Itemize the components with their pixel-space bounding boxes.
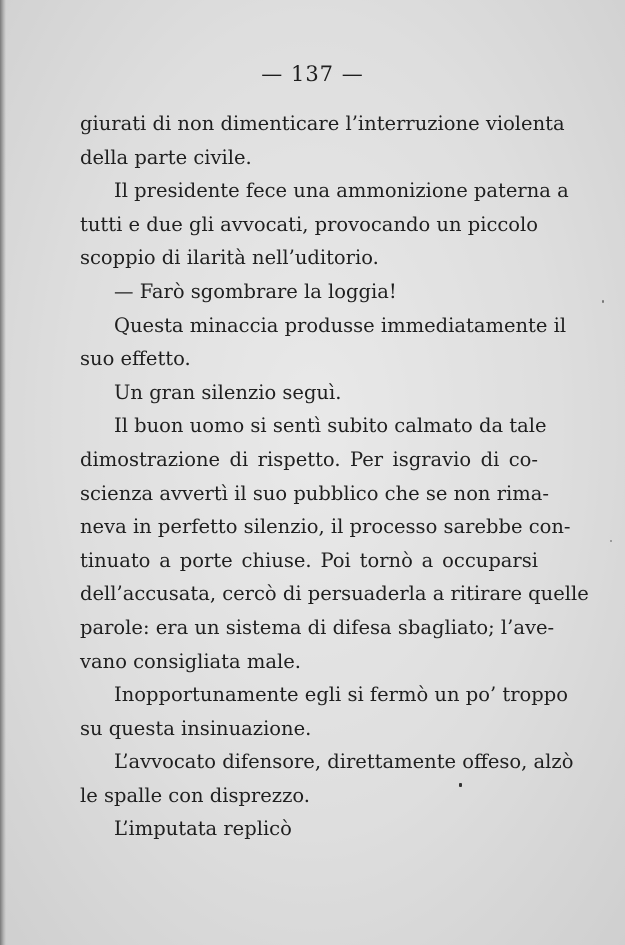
text-line: — Farò sgombrare la loggia! xyxy=(114,279,397,303)
text-line: scienza avvertì il suo pubblico che se non rima- xyxy=(80,481,549,505)
text-line: Il presidente fece una ammonizione paterna a xyxy=(114,179,569,203)
text-line: tutti e due gli avvocati, provocando un piccolo xyxy=(80,212,539,236)
ink-speck xyxy=(610,540,612,542)
text-line: giurati di non dimenticare l’interruzione violenta xyxy=(80,112,565,135)
text-line: vano consigliata male. xyxy=(80,649,301,673)
page-number: — 137 — xyxy=(261,62,364,86)
ink-speck xyxy=(459,783,462,787)
text-line: L’avvocato difensore, direttamente offeso, alzò xyxy=(114,750,574,774)
text-line: parole: era un sistema di difesa sbagliato; l’ave- xyxy=(80,615,555,639)
ink-speck xyxy=(602,300,604,303)
text-line: su questa insinuazione. xyxy=(80,716,312,740)
text-line: Questa minaccia produsse immediatamente il xyxy=(114,313,567,337)
text-line: scoppio di ilarità nell’uditorio. xyxy=(80,246,379,270)
text-line: tinuato a porte chiuse. Poi tornò a occuparsi xyxy=(80,548,538,572)
text-line: dell’accusata, cercò di persuaderla a ritirare quelle xyxy=(80,582,589,606)
text-line: le spalle con disprezzo. xyxy=(80,783,310,807)
text-line: Il buon uomo si sentì subito calmato da tale xyxy=(114,414,547,438)
page-edge-shadow xyxy=(0,0,6,945)
text-line: Un gran silenzio seguì. xyxy=(114,380,342,404)
page-text xyxy=(80,107,589,846)
text-line: Inopportunamente egli si fermò un po’ troppo xyxy=(114,683,568,707)
text-line: dimostrazione di rispetto. Per isgravio di co- xyxy=(80,447,538,471)
text-line: suo effetto. xyxy=(80,347,191,371)
text-line: neva in perfetto silenzio, il processo sarebbe con- xyxy=(80,515,571,539)
text-line: L’imputata replicò xyxy=(114,817,292,841)
text-line: della parte civile. xyxy=(80,145,252,169)
